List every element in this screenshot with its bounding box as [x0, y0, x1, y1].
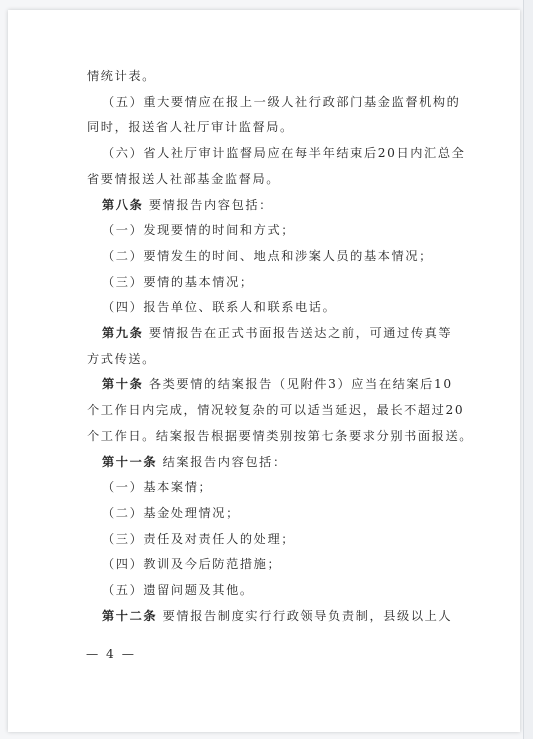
article-text: 结案报告内容包括：	[162, 454, 287, 469]
article-line	[87, 450, 459, 476]
article-heading: 第十条	[102, 377, 144, 392]
text-fragment: 方式传送。	[87, 351, 156, 366]
text-line	[87, 501, 459, 527]
text-line	[87, 141, 466, 167]
text-fragment: 情统计表。	[87, 69, 156, 83]
document-content	[87, 64, 474, 629]
text-line	[87, 218, 459, 244]
text-line	[87, 424, 474, 450]
article-line	[87, 604, 459, 630]
text-fragment: （五）重大要情应在报上一级人社行政部门基金监督机构的	[102, 94, 461, 109]
article-heading: 第九条	[102, 326, 144, 341]
text-fragment: （一）发现要情的时间和方式；	[102, 223, 296, 238]
text-fragment: （一）基本案情；	[102, 480, 213, 495]
text-fragment: （六）省人社厅审计监督局应在每半年结束后20日内汇总全	[102, 146, 466, 161]
text-line	[87, 475, 459, 501]
text-fragment: （四）教训及今后防范措施；	[102, 557, 282, 572]
article-line	[87, 321, 459, 347]
article-heading: 第十二条	[102, 608, 158, 623]
article-text: 要情报告在正式书面报告送达之前，可通过传真等	[148, 326, 453, 341]
text-fragment: 个工作日。结案报告根据要情类别按第七条要求分别书面报送。	[87, 428, 474, 443]
text-fragment: 同时，报送省人社厅审计监督局。	[87, 120, 294, 135]
page-number: — 4 —	[86, 647, 136, 661]
article-line	[87, 372, 459, 398]
text-line	[87, 90, 459, 116]
article-line	[87, 193, 459, 219]
text-fragment: （四）报告单位、联系人和联系电话。	[102, 300, 337, 315]
article-text: 要情报告制度实行行政领导负责制，县级以上人	[162, 608, 453, 623]
article-text: 各类要情的结案报告（见附件3）应当在结案后10	[148, 377, 453, 392]
viewer-side-scrollbar[interactable]	[523, 0, 533, 739]
text-fragment: （五）遗留问题及其他。	[102, 583, 254, 598]
text-line	[87, 398, 465, 424]
text-fragment: （二）要情发生的时间、地点和涉案人员的基本情况；	[102, 248, 433, 263]
text-line	[87, 347, 459, 373]
text-line	[87, 270, 459, 296]
article-text: 要情报告内容包括：	[148, 197, 273, 212]
text-fragment: （二）基金处理情况；	[102, 505, 240, 520]
text-fragment: 省要情报送人社部基金监督局。	[87, 171, 281, 186]
article-heading: 第十一条	[102, 454, 158, 469]
text-line	[87, 64, 459, 90]
text-line	[87, 244, 459, 270]
text-line	[87, 578, 459, 604]
text-fragment: （三）要情的基本情况；	[102, 274, 254, 289]
text-line	[87, 552, 459, 578]
text-line	[87, 167, 459, 193]
article-heading: 第八条	[102, 197, 144, 212]
text-line	[87, 295, 459, 321]
text-line	[87, 115, 459, 141]
text-line	[87, 527, 459, 553]
text-fragment: 个工作日内完成，情况较复杂的可以适当延迟，最长不超过20	[87, 403, 465, 418]
text-fragment: （三）责任及对责任人的处理；	[102, 531, 296, 546]
